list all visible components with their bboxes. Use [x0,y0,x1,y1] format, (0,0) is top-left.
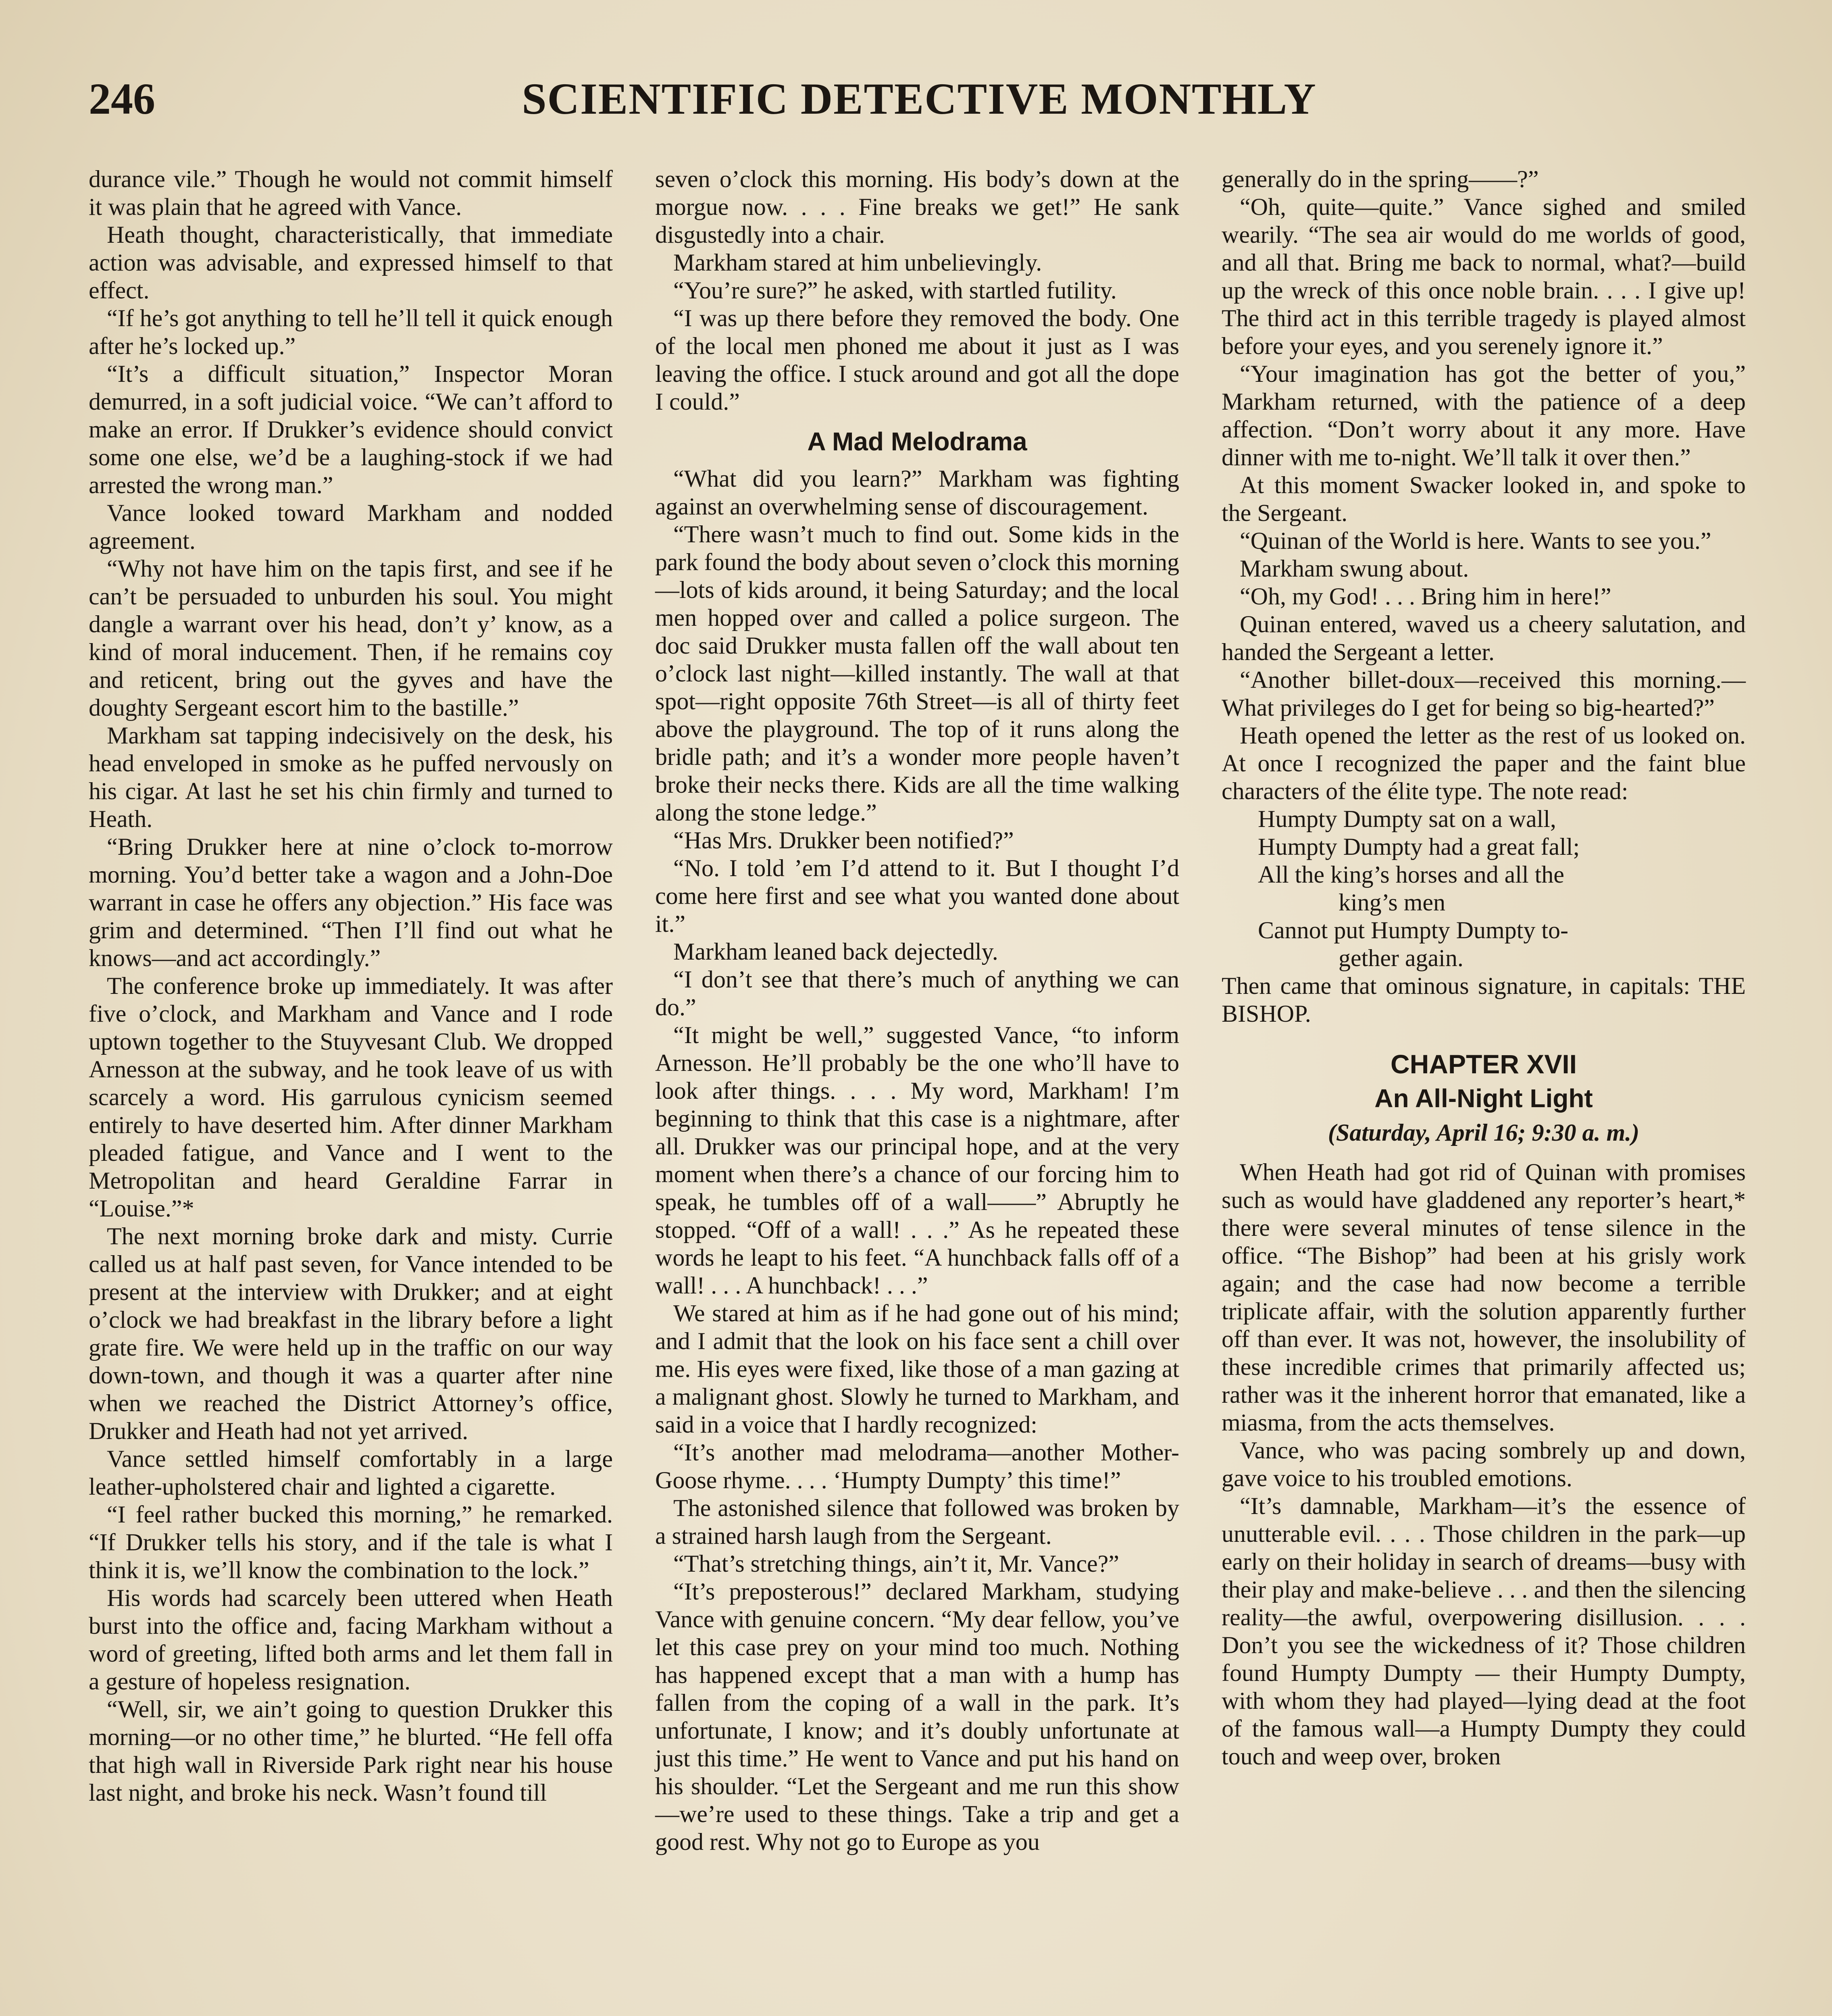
paragraph: “Oh, my God! . . . Bring him in here!” [1240,583,1611,610]
paragraph: Vance settled himself comfortably in a large leather-upholstered chair and lighted a cigarette. [89,1445,613,1500]
paragraph: Then came that ominous signature, in capitals: THE BISHOP. [1222,973,1746,1027]
chapter-number: CHAPTER XVII [1390,1049,1577,1079]
paragraph: “It’s preposterous!” declared Markham, studying Vance with genuine concern. “My dear fellow, you’ve let this case prey on your mind too much. Nothing has happened except that a man with a hump has fallen from the coping of a wall in the park. It’s unfortunate, I know; and it’s doubly unfortunate at just this time.” He went to Vance and put his hand on his shoulder. “Let the Sergeant and me run this show—we’re used to these things. Take a trip and get a good rest. Why not go to Europe as you [655,1578,1179,1855]
paragraph: When Heath had got rid of Quinan with promises such as would have gladdened any reporter’s heart,* there were several minutes of tense silence in the office. “The Bishop” had been at his grisly work again; and the case had now become a terrible triplicate affair, with the solution apparently further off than ever. It was not, however, the insolubility of these incredible crimes that primarily affected us; rather was it the inherent horror that emanated, like a miasma, from the acts themselves. [1222,1159,1746,1436]
paragraph: “Oh, quite—quite.” Vance sighed and smiled wearily. “The sea air would do me worlds of good, and all that. Bring me back to normal, what?—build up the wreck of this once noble brain. . . . I give up! The third act in this terrible tragedy is played almost before your eyes, and you serenely ignore it.” [1222,194,1746,359]
paragraph: “I don’t see that there’s much of anything we can do.” [655,966,1179,1020]
paragraph: “Why not have him on the tapis first, and see if he can’t be persuaded to unburden his soul. You might dangle a warrant over his head, don’t y’ know, as a kind of moral inducement. Then, if he remains coy and reticent, bring out the gyves and have the doughty Sergeant escort him to the bastille.” [89,555,613,721]
paragraph: “Bring Drukker here at nine o’clock to-morrow morning. You’d better take a wagon and a John-Doe warrant in case he offers any objection.” His face was grim and determined. “Then I’ll find out what he knows—and act accordingly.” [89,833,613,971]
verse-line: king’s men [1339,889,1445,916]
paragraph: The conference broke up immediately. It was after five o’clock, and Markham and Vance and I rode uptown together to the Stuyvesant Club. We dropped Arnesson at the subway, and he took leave of us with scarcely a word. His garrulous cynicism seemed entirely to have deserted him. After dinner Markham pleaded fatigue, and Vance and I went to the Metropolitan and heard Geraldine Farrar in “Louise.”* [89,973,613,1222]
paragraph: The astonished silence that followed was broken by a strained harsh laugh from the Sergeant. [655,1495,1179,1549]
paragraph: We stared at him as if he had gone out of his mind; and I admit that the look on his face sent a chill over me. His eyes were fixed, like those of a man gazing at a malignant ghost. Slowly he turned to Markham, and said in a voice that I hardly recognized: [655,1300,1179,1438]
chapter-date: (Saturday, April 16; 9:30 a. m.) [1328,1119,1640,1146]
section-subheading: A Mad Melodrama [807,427,1027,456]
paragraph: “That’s stretching things, ain’t it, Mr. Vance?” [673,1550,1119,1577]
paragraph: Markham leaned back dejectedly. [673,938,998,965]
paragraph: “I was up there before they removed the body. One of the local men phoned me about it just as I was leaving the office. I stuck around and got all the dope I could.” [655,305,1179,415]
paragraph: “What did you learn?” Markham was fighting against an overwhelming sense of discouragement. [655,465,1179,520]
paragraph: Quinan entered, waved us a cheery salutation, and handed the Sergeant a letter. [1222,611,1746,665]
paragraph: Vance looked toward Markham and nodded agreement. [89,500,613,554]
paragraph: generally do in the spring——?” [1222,166,1539,192]
paragraph: “Well, sir, we ain’t going to question Drukker this morning—or no other time,” he blurted. “He fell offa that high wall in Riverside Park right near his house last night, and broke his neck. Wasn’t found till [89,1696,613,1806]
paragraph: Heath thought, characteristically, that immediate action was advisable, and expressed himself to that effect. [89,221,613,304]
paragraph: seven o’clock this morning. His body’s down at the morgue now. . . . Fine breaks we get!” He sank disgustedly into a chair. [655,166,1179,248]
paragraph: “Quinan of the World is here. Wants to see you.” [1240,527,1711,554]
verse-line: gether again. [1339,945,1464,971]
nursery-rhyme-verse [1258,805,1746,972]
paragraph: At this moment Swacker looked in, and spoke to the Sergeant. [1222,472,1746,526]
text-column-3 [1222,165,1746,2016]
paragraph: “It’s a difficult situation,” Inspector Moran demurred, in a soft judicial voice. “We can’t afford to make an error. If Drukker’s evidence should convict some one else, we’d be a laughing-stock if we had arrested the wrong man.” [89,360,613,498]
chapter-title: An All-Night Light [1374,1084,1593,1113]
paragraph: Markham swung about. [1240,555,1469,582]
paragraph: “It’s another mad melodrama—another Mother-Goose rhyme. . . . ‘Humpty Dumpty’ this time!” [655,1439,1179,1493]
paragraph: “It might be well,” suggested Vance, “to inform Arnesson. He’ll probably be the one who’ll have to look after things. . . . My word, Markham! I’m beginning to think that this case is a nightmare, after all. Drukker was our principal hope, and at the very moment when there’s a chance of our forcing him to speak, he tumbles off of a wall——” Abruptly he stopped. “Off of a wall! . . .” As he repeated these words he leapt to his feet. “A hunchback falls off of a wall! . . . A hunchback! . . .” [655,1022,1179,1299]
verse-line: Humpty Dumpty had a great fall; [1258,833,1580,860]
page-header [89,69,1750,129]
text-column-1 [89,165,613,2016]
paragraph: “It’s damnable, Markham—it’s the essence of unutterable evil. . . . Those children in the park—up early on their holiday in search of dreams—busy with their play and make-believe . . . and then the silencing reality—the awful, overpowering disillusion. . . . Don’t you see the wickedness of it? Those children found Humpty Dumpty — their Humpty Dumpty, with whom they had played—lying dead at the foot of the famous wall—a Humpty Dumpty they could touch and weep over, broken [1222,1493,1746,1770]
paragraph: Markham stared at him unbelievingly. [673,249,1042,276]
paragraph: “No. I told ’em I’d attend to it. But I thought I’d come here first and see what you wanted done about it.” [655,855,1179,937]
paragraph: “You’re sure?” he asked, with startled futility. [673,277,1117,304]
paragraph: “There wasn’t much to find out. Some kids in the park found the body about seven o’clock this morning—lots of kids around, it being Saturday; and the local men hopped over and called a police surgeon. The doc said Drukker musta fallen off the wall about ten o’clock last night—killed instantly. The wall at that spot—right opposite 76th Street—is all of thirty feet above the playground. The top of it runs along the bridle path; and it’s a wonder more people haven’t broke their necks there. Kids are all the time walking along the stone ledge.” [655,521,1179,826]
paragraph: durance vile.” Though he would not commit himself it was plain that he agreed with Vance. [89,166,613,220]
paragraph: “If he’s got anything to tell he’ll tell it quick enough after he’s locked up.” [89,305,613,359]
page-number: 246 [89,74,155,123]
paragraph: Heath opened the letter as the rest of us looked on. At once I recognized the paper and the faint blue characters of the élite type. The note read: [1222,722,1746,804]
paragraph: “Your imagination has got the better of you,” Markham returned, with the patience of a deep affection. “Don’t worry about it any more. Have dinner with me to-night. We’ll talk it over then.” [1222,360,1746,471]
verse-line: All the king’s horses and all the [1258,861,1564,888]
paragraph: Markham sat tapping indecisively on the desk, his head enveloped in smoke as he puffed nervously on his cigar. At last he set his chin firmly and turned to Heath. [89,722,613,832]
paragraph: The next morning broke dark and misty. Currie called us at half past seven, for Vance intended to be present at the interview with Drukker; and at eight o’clock we had breakfast in the library before a light grate fire. We were held up in the traffic on our way down-town, and though it was a quarter after nine when we reached the District Attorney’s office, Drukker and Heath had not yet arrived. [89,1223,613,1444]
text-column-2 [655,165,1179,2016]
paragraph: “Another billet-doux—received this morning.—What privileges do I get for being so big-hearted?” [1222,666,1746,721]
verse-line: Cannot put Humpty Dumpty to- [1258,917,1568,943]
paragraph: His words had scarcely been uttered when Heath burst into the office and, facing Markham without a word of greeting, lifted both arms and let them fall in a gesture of hopeless resignation. [89,1585,613,1695]
paragraph: “Has Mrs. Drukker been notified?” [673,827,1014,854]
paragraph: “I feel rather bucked this morning,” he remarked. “If Drukker tells his story, and if the tale is what I think it is, we’ll know the combination to the lock.” [89,1501,613,1583]
paragraph: Vance, who was pacing sombrely up and down, gave voice to his troubled emotions. [1222,1437,1746,1491]
running-title: SCIENTIFIC DETECTIVE MONTHLY [522,74,1317,123]
verse-line: Humpty Dumpty sat on a wall, [1258,806,1556,832]
